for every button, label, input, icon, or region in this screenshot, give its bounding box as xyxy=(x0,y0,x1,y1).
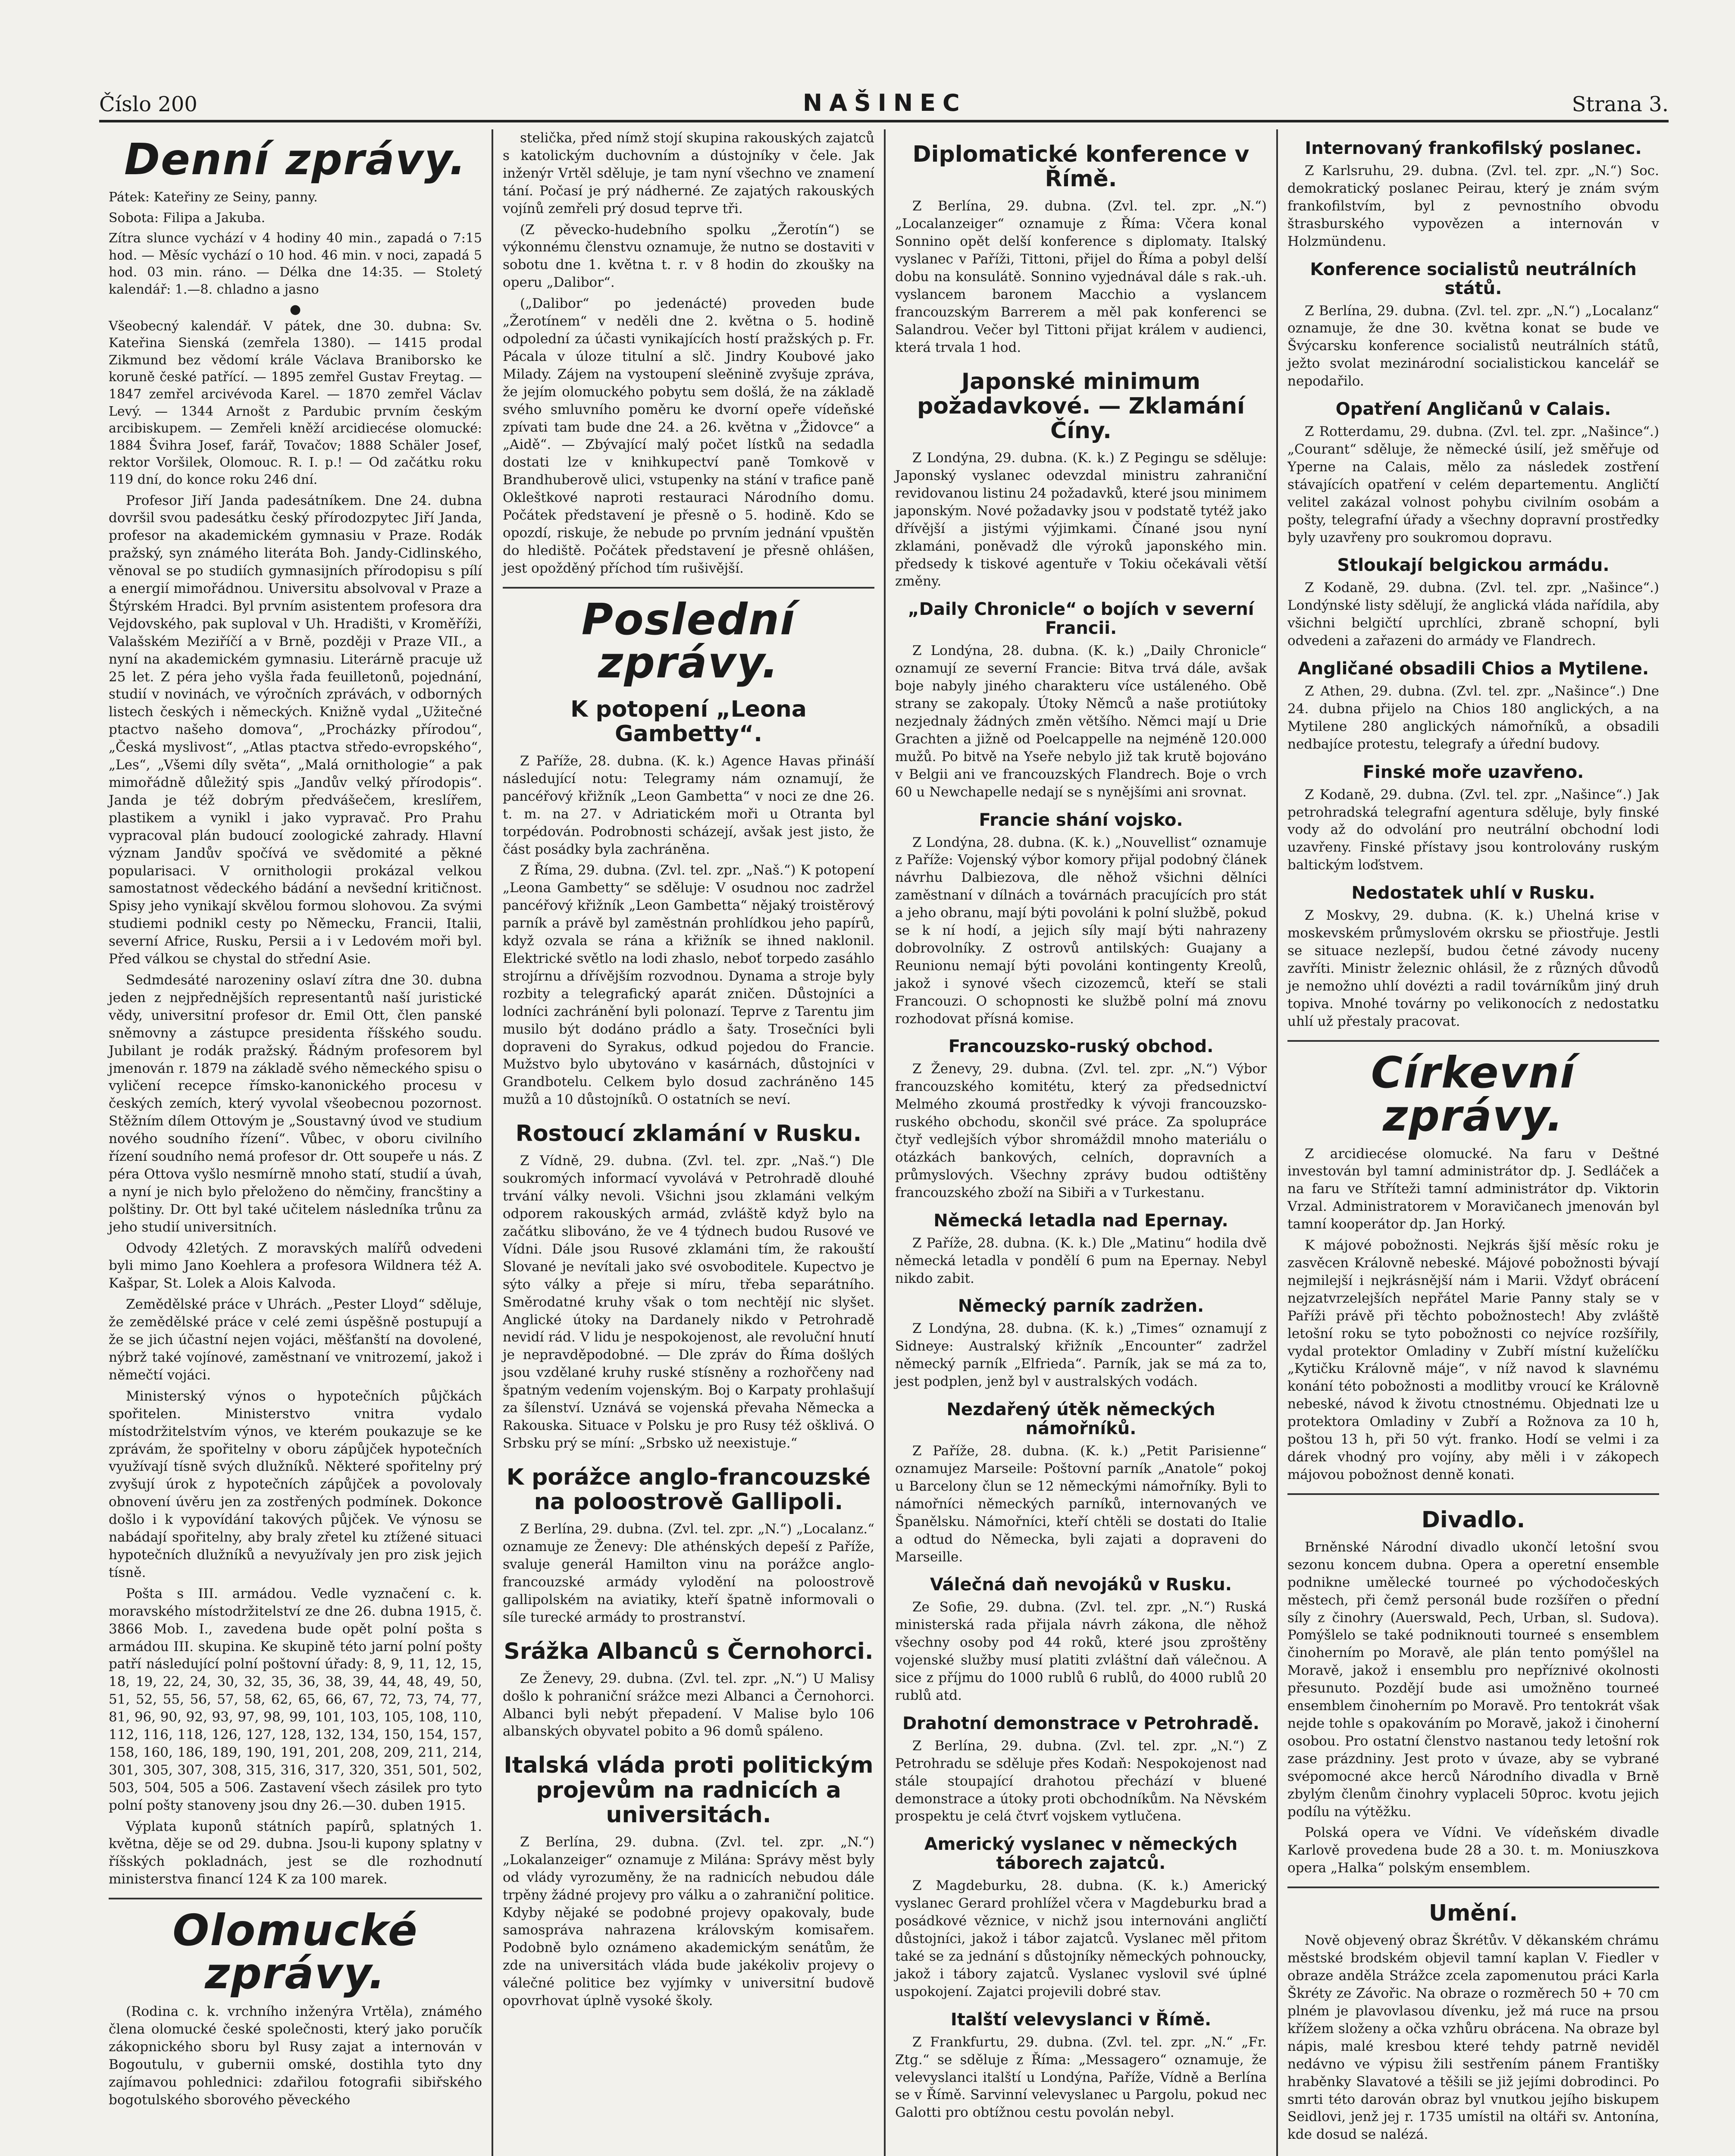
article-paragraph: („Dalibor“ po jedenácté) proveden bude „Žerotínem“ v neděli dne 2. května o 5. hodině odpolední za účasti vynikajících hostí pražských p. Fr. Pácala v úloze titulní a slč. Jindry Koubové jako Milady. Zájem na vystoupení sleěnině zvyšuje zpráva, že jejím olomuckého pobytu sem došlá, že na základě svého smluvního poměru ke dvorní opeře vídeňské zpívati tam bude dne 24. a 26. května v „Židovce“ a „Aidě“. — Zbývající malý počet lístků na sedadla dostati lze v knihkupectví paně Tomkově v Brandhuberově ulici, vstupenky na stání v trafice paně Okleštkové naproti restauraci Národního domu. Počátek představení je přesně o 5. hodině. Kdo se opozdí, riskuje, že nebude po prvním jednání vpuštěn do hlediště. Počátek představení je přesně ohlášen, jest opožděný příchod tím rušivější. xyxy=(503,296,874,576)
article-headline: K potopení „Leona Gambetty“. xyxy=(570,696,807,747)
divider xyxy=(109,1898,482,1899)
columns xyxy=(99,129,1669,2156)
calendar-line: Sobota: Filipa a Jakuba. xyxy=(109,210,266,226)
section-banner-latest-news: Poslední zprávy. xyxy=(581,594,796,688)
calendar-line: Pátek: Kateřiny ze Seiny, panny. xyxy=(109,190,318,205)
article-paragraph: Z Berlína, 29. dubna. (Zvl. tel. zpr. „N.“) „Lokalanzeiger“ oznamuje z Milána: Správy měst byly od vlády vyrozuměny, že na radnicích nebudou dále trpěny žádné projevy pro válku a o zahraniční politice. Kdyby nějaké se podobné projevy opakovaly, bude samospráva nahrazena královským komisařem. Podobně bylo oznámeno akademickým senátům, že zde na universitách vláda bude jakékoliv projevy o válečné politice bez vyjímky v universitní budově opovrhovat úplně vysoké školy. xyxy=(503,1834,874,2009)
article-headline: Francouzsko-ruský obchod. xyxy=(948,1037,1214,1057)
article-paragraph: Z Vídně, 29. dubna. (Zvl. tel. zpr. „Naš.“) Dle soukromých informací vyvolává v Petrohradě dlouhé trvání války nevoli. Všichni jsou zklamáni velkým odporem rakouských armád, zvláště když bylo na začátku slibováno, že ve 4 týdnech budou Rusové ve Vídni. Dále jsou Rusové zklamáni tím, že rakouští Slované je nevítali jako své osvoboditele. Kupectvo je sýto války a přeje si míru, třeba separátního. Směrodatné kruhy však o tom nechtějí nic slyšet. Anglické útoky na Dardanely nikdo v Petrohradě nevidí rád. V lidu je nespokojenost, ale revoluční hnutí je nepravděpodobné. — Dle zpráv do Říma došlých jsou vzdělané kruhy ruské stísněny a rozhořčeny nad špatným vedením vojenským. Boj o Karpaty prohlašují za šílenství. Uznává se vojenská převaha Německa a Rakouska. Situace v Polsku je pro Rusy též ošklivá. O Srbsku prý se míní: „Srbsko už neexistuje.“ xyxy=(503,1153,874,1451)
article-headline: Japonské minimum požadavkové. — Zklamání Číny. xyxy=(917,368,1245,444)
separator-dot: ● xyxy=(289,301,301,317)
article-paragraph: Z Říma, 29. dubna. (Zvl. tel. zpr. „Naš.“) K potopení „Leona Gambetty“ se sděluje: V osudnou noc zadržel pancéřový křižník „Leon Gambetta“ nějaký troistěrový parník a právě byl zaměstnán prohlídkou jeho papírů, když ozvala se rána a křižník se ihned naklonil. Elektrické světlo na lodi zhaslo, neboť torpedo zasáhlo strojírnu a dřívějším rozvodnou. Dynama a stroje byly rozbity a telegrafický aparát zničen. Důstojníci a lodníci zachránění byli polonazí. Teprve z Tarentu jim musilo být dodáno prádlo a šaty. Trosečníci byli dopraveni do Syrakus, odkud pojedou do Francie. Mužstvo bylo ubytováno v kasárnách, důstojníci v Grandbotelu. Celkem bylo dosud zachráněno 145 mužů a 10 důstojníků. O ostatních se neví. xyxy=(503,862,874,1108)
article-headline: Americký vyslanec v německých táborech zajatců. xyxy=(924,1834,1238,1874)
column-3 xyxy=(884,129,1276,2156)
article-headline: Rostoucí zklamání v Rusku. xyxy=(515,1121,862,1147)
divider xyxy=(1287,1887,1659,1888)
article-paragraph: Z Ženevy, 29. dubna. (Zvl. tel. zpr. „N.“) Výbor francouzského komitétu, který za předsednictví Melmého zkoumá prostředky k vývoji francouzsko-ruského obchodu, skončil své práce. Za spolupráce čtyř vedlejších výbor shromáždil mnoho materiálu o otázkách bankových, celních, dopravních a průmyslových. Všechny zprávy budou odtištěny francouzského zboží na Sibiři a v Turkestanu. xyxy=(895,1061,1267,1200)
section-banner-olomouc: Olomucké zprávy. xyxy=(172,1905,418,1999)
article-paragraph: Odvody 42letých. Z moravských malířů odvedeni byli mimo Jano Koehlera a profesora Wildnera též A. Kašpar, St. Lolek a Alois Kalvoda. xyxy=(109,1240,482,1291)
article-paragraph: Z Kodaně, 29. dubna. (Zvl. tel. zpr. „Našince“.) Jak petrohradská telegrafní agentura sděluje, byly finské vody až do odvolání pro neutrální obchodní lodi uzavřeny. Finské přístavy jsou kontrolovány ruským baltickým loďstvem. xyxy=(1287,787,1659,873)
article-headline: „Daily Chronicle“ o bojích v severní Francii. xyxy=(908,599,1254,639)
article-paragraph: Z Londýna, 28. dubna. (K. k.) „Nouvellist“ oznamuje z Paříže: Vojenský výbor komory přijal podobný článek návrhu Dalbiezova, dle něhož všichni dělníci zaměstnaní v dílnách a továrnách pracujících pro stát a jeho obranu, mají býti povoláni k polní službě, pokud se k ní hodí, a jejich síly mají býti nahrazeny dobrovolníky. Z ostrovů antilských: Guajany a Reunionu nemají býti povoláni kontingenty Kreolů, jakož i synové všech cizozemců, kteří se stali Francouzi. O schopnosti ke službě polní má znovu rozhodovat přísná komise. xyxy=(895,834,1267,1027)
article-headline: Německý parník zadržen. xyxy=(958,1296,1204,1316)
article-paragraph: Z Magdeburku, 28. dubna. (K. k.) Americký vyslanec Gerard prohlížel včera v Magdeburku brad a posádkové věznice, v nichž jsou internováni angličtí důstojníci, jakož i tábor zajatců. Vyslanec měl přitom také se za jednání s důstojníky německých pohnoucky, jakož i tábory zajatců. Vyslanec vyslovil své úplné uspokojení. Zajatci projevili dobré stav. xyxy=(895,1878,1267,1999)
article-paragraph: Výplata kuponů státních papírů, splatných 1. května, děje se od 29. dubna. Jsou-li kupony splatny v říšských pokladnách, jest se dle rozhodnutí ministerstva financí 124 K za 100 marek. xyxy=(109,1818,482,1887)
article-paragraph: (Z pěvecko-hudebního spolku „Žerotín“) se výkonnému členstvu oznamuje, že nutno se dostaviti v sobotu dne 1. května t. r. v 8 hodin do zkoušky na operu „Dalibor“. xyxy=(503,222,874,291)
article-headline: Italští velevyslanci v Římě. xyxy=(950,2009,1212,2030)
article-paragraph: stelička, před nímž stojí skupina rakouských zajatců s katolickým duchovním a dústojníky v čele. Jak inženýr Vrtěl sděluje, je tam nyní všechno ve znamení tání. Počasí je prý nádherné. Ze zajatých rakouských vojínů zemřeli prý dosud teprve tři. xyxy=(503,130,874,216)
article-headline: Nezdařený útěk německých námořníků. xyxy=(946,1400,1215,1439)
article-paragraph: (Rodina c. k. vrchního inženýra Vrtěla), známého člena olomucké české společnosti, který jako poručík zákopnického sboru byl Rusy zajat a internován v Bogoutulu, v gubernii omské, dostihla tyto dny zajímavou pohlednici: zdařilou fotografii sibiřského bogotulského sborového pěveckého xyxy=(109,2004,482,2108)
article-paragraph: K májové pobožnosti. Nejkrás šjší měsíc roku je zasvěcen Královně nebeské. Májové pobožnosti bývají nejmilejší i nejkrásnější nám i Marii. Vždyť obrácení nejzatvrzelejších nepřátel Marie Panny staly se v Paříži právě při těchto pobožnostech! Aby zvláště letošní roku se tyto pobožnosti co nejvíce rozšířily, vydal protektor Omladiny v Zubří místní kuželíčku „Kytičku Královně máje“, v níž navod k slavnému konání této pobožnosti a modlitby vroucí ke Královně nebeské, návod k životu ctnostnému. Objednati lze u protektora Omladiny v Zubří a Rožnova za 10 h, poštou 13 h, při 50 výt. franko. Hodí se velmi i za dárek vhodný pro vojíny, aby měli i v zákopech májovou pobožnost denně konati. xyxy=(1287,1238,1659,1482)
article-paragraph: Zemědělské práce v Uhrách. „Pester Lloyd“ sděluje, že zemědělské práce v celé zemi úspěšně postupují a že se jich účastní nejen vojáci, měšťanští na dovolené, nýbrž také vojínové, zaměstnaní ve vnitrozemí, jakož i němečtí vojáci. xyxy=(109,1297,482,1383)
article-headline: Diplomatické konference v Římě. xyxy=(912,141,1250,192)
article-headline: Francie shání vojsko. xyxy=(979,810,1183,830)
article-headline: Finské moře uzavřeno. xyxy=(1362,762,1584,782)
article-paragraph: Z Berlína, 29. dubna. (Zvl. tel. zpr. „N.“) Z Petrohradu se sděluje přes Kodaň: Nespokojenost nad stále stoupající drahotou přechází v bluené demonstrace a útoky proti obchodníkům. Na Něvském prospektu je celá čtvrť vojskem vytlučena. xyxy=(895,1738,1267,1824)
article-headline: Německá letadla nad Epernay. xyxy=(933,1210,1228,1231)
article-paragraph: Brněnské Národní divadlo ukončí letošní svou sezonu koncem dubna. Opera a operetní ensemble podnikne umělecké tourneé po východočeských městech, při čemž personál bude rozšířen o přední síly z činohry (Auerswald, Pech, Urban, sl. Sudova). Pomýšlelo se také podniknouti tourneé s ensemblem činoherním po Moravě, ale plán tento pomýšlel na Moravě, jakož i ensemblu pro nepříznivé okolnosti přesunuto. Pozdějí bude asi umožněno tourneé ensemblem činoherním po Moravě. Pro tentokrát však nejde tohle s opakováním po Moravě, jakož i činoherní osobou. Pro ostatní členstvo nastanou tedy letošní rok zase prázdniny. Jest proto v úvaze, aby se vybrané svépomocné akce herců Národního divadla v Brně zbylým členům činohry vyplaceli 50proc. kvotu jejich podílu na výtěžku. xyxy=(1287,1539,1659,1820)
calendar-line: Zítra slunce vychází v 4 hodiny 40 min., zapadá o 7:15 hod. — Měsíc vychází o 10 hod. 46 min. v noci, zapadá 5 hod. 03 min. ráno. — Délka dne 14:35. — Stoletý kalendář: 1.—8. chladno a jasno xyxy=(109,231,482,297)
article-paragraph: Z Paříže, 28. dubna. (K. k.) Agence Havas přináší následující notu: Telegramy nám oznamují, že pancéřový křižník „Leon Gambetta“ v noci ze dne 26. t. m. na 27. v Adriatickém moři u Otranta byl torpédován. Podrobnosti scházejí, avšak jest jisto, že část posádky byla zachráněna. xyxy=(503,753,874,857)
article-paragraph: Z Londýna, 28. dubna. (K. k.) „Times“ oznamují z Sidneye: Australský křižník „Encounter“ zadržel německý parník „Elfrieda“. Parník, jak se má za to, jest podplen, jenž byl v australských vodách. xyxy=(895,1321,1267,1390)
article-paragraph: Z Paříže, 28. dubna. (K. k.) „Petit Parisienne“ oznamujez Marseile: Poštovní parník „Anatole“ pokoj u Barcelony člun se 12 německými námořníky. Byli to námořníci německých parníků, internovaných ve Španělsku. Námořníci, kteří chtěli se dostati do Italie a odtud do Německa, byli zajati a dopraveni do Marseille. xyxy=(895,1443,1267,1565)
article-paragraph: Z Karlsruhu, 29. dubna. (Zvl. tel. zpr. „N.“) Soc. demokratický poslanec Peirau, který je znám svým frankofilstvím, byl z pevnostního obvodu štrasburského vypovězen a internován v Holzmündenu. xyxy=(1287,163,1659,249)
article-headline: Angličané obsadili Chios a Mytilene. xyxy=(1297,659,1649,679)
article-headline: Opatření Angličanů v Calais. xyxy=(1335,399,1611,420)
article-paragraph: Z Berlína, 29. dubna. (Zvl. tel. zpr. „N.“) „Localanz.“ oznamuje ze Ženevy: Dle athénských depeší z Paříže, svaluje generál Hamilton vinu na porážce anglo-francouzské armády vylodění na poloostrově gallipolském na aviatiky, kteří špatně informovali o síle turecké armády to prostranství. xyxy=(503,1521,874,1625)
article-headline: Konference socialistů neutrálních států. xyxy=(1310,259,1637,298)
article-paragraph: Z arcidiecése olomucké. Na faru v Deštné investován byl tamní administrátor dp. J. Sedláček a na faru ve Stříteži tamní administrátor dp. Viktorin Vrzal. Administratorem v Moravičanech jmenován byl tamní kooperátor dp. Jan Horký. xyxy=(1287,1146,1659,1232)
article-paragraph: Z Rotterdamu, 29. dubna. (Zvl. tel. zpr. „Našince“.) „Courant“ sděluje, že německé úsilí, jež směřuje od Yperne na Calais, mělo za následek zostření stávajících opatření v celém departementu. Angličtí velitel zakázal volnost pohybu civilním osobám a pošty, telegrafní úřady a všechny dopravní prostředky byly uzavřeny pro soukromou dopravu. xyxy=(1287,424,1659,545)
article-paragraph: Z Londýna, 28. dubna. (K. k.) „Daily Chronicle“ oznamují ze severní Francie: Bitva trvá dále, avšak boje nabyly jiného charakteru více ustáleného. Obě strany se zakopaly. Útoky Němců a naše protiútoky nezjednaly žádných změn většího. Němci mají u Drie Grachten a jižně od Poelcappelle na nejméně 120.000 mužů. Po bitvě na Yseře nebylo již tak krutě bojováno v Belgii ani ve francouzských Flandrech. Boje o vrch 60 u Newchapelle nedají se s nynějšími ani srovnat. xyxy=(895,643,1267,800)
issue-number: Číslo 200 xyxy=(99,92,197,116)
page-header xyxy=(99,78,1669,122)
article-paragraph: Z Athen, 29. dubna. (Zvl. tel. zpr. „Našince“.) Dne 24. dubna přijelo na Chios 180 anglických, a na Mytilene 280 anglických námořníků, a obsadili nedbajíce protestu, telegrafy a úřední budovy. xyxy=(1287,683,1659,752)
article-headline: Nedostatek uhlí v Rusku. xyxy=(1351,883,1595,903)
article-headline: K porážce anglo-francouzské na poloostrově Gallipoli. xyxy=(506,1464,871,1515)
article-headline: Drahotní demonstrace v Petrohradě. xyxy=(902,1713,1259,1733)
article-headline: Válečná daň nevojáků v Rusku. xyxy=(930,1575,1232,1595)
article-headline: Srážka Albanců s Černohorci. xyxy=(504,1638,874,1664)
article-paragraph: Nově objevený obraz Škrétův. V děkanském chrámu městské brodském objevil tamní kaplan V. Fiedler v obraze anděla Strážce zcela zapomenutou práci Karla Škréty ze Závořic. Na obraze o rozměrech 50 + 70 cm plném je plavovlasou dívenku, jež má ruce na prsou křížem složeny a očka vzhůru obrácena. Na obraze byl nápis, malé kresbou které tehdy patrně neviděl nedávno ve výpisu žili sestřením pánem Františky hraběnky Slavatové a těšili se již jejími dobrodinci. Po smrti této darován obraz byl vnutkou jejího biskupem Seidlovi, jenž jej r. 1735 umístil na oltáři sv. Antonína, kde dosud se nalézá. xyxy=(1287,1933,1659,2143)
article-headline: Stloukají belgickou armádu. xyxy=(1337,555,1610,576)
section-banner-church: Církevní zprávy. xyxy=(1371,1047,1576,1141)
masthead: NAŠINEC xyxy=(802,89,967,116)
article-headline: Italská vláda proti politickým projevům na radnicích a universitách. xyxy=(504,1752,874,1828)
article-paragraph: Ze Sofie, 29. dubna. (Zvl. tel. zpr. „N.“) Ruská ministerská rada přijala návrh zákona, dle něhož všechny osoby pod 44 roků, které jsou zproštěny vojenské služby musí platiti zvláštní daň válečnou. A sice z příjmu do 1000 rublů 6 rublů, do 4000 rublů 20 rublů atd. xyxy=(895,1599,1267,1703)
article-paragraph: Z Frankfurtu, 29. dubna. (Zvl. tel. zpr. „N.“ „Fr. Ztg.“ se sděluje z Říma: „Messagero“ oznamuje, že velevyslanci italští u Londýna, Paříže, Vídně a Berlína se v Římě. Sarvinní velevyslanec u Pargolu, pokud nec Galotti pro obtížnou cestu povolán nebyl. xyxy=(895,2034,1267,2121)
divider xyxy=(1287,1040,1659,1042)
article-paragraph: Sedmdesáté narozeniny oslaví zítra dne 30. dubna jeden z nejpřednějších representantů naší juristické vědy, universitní profesor dr. Emil Ott, člen panské sněmovny a zástupce presidenta říšského soudu. Jubilant je rodák pražský. Řádným profesorem byl jmenován r. 1879 na základě svého německého spisu o vyličení recepce římsko-kanonického procesu v českých zemích, který vyvolal všeobecnou pozornost. Stěžním dílem Ottovým je „Soustavný úvod ve studium nového soudního řízení“. Vůbec, v oboru civilního řízení soudního nemá profesor dr. Ott soupeře u nás. Z péra Ottova vyšlo nesmírně mnoho statí, studií a úvah, a nyní je nich bylo přeloženo do němčiny, francštiny a polštiny. Dr. Ott byl také učitelem následníka trůnu za jeho studií universitních. xyxy=(109,972,482,1235)
divider xyxy=(503,587,874,589)
column-1 xyxy=(99,129,492,2156)
article-paragraph: Ministerský výnos o hypotečních půjčkách spořitelen. Ministerstvo vnitra vydalo místodržitelstvím výnos, ve kterém poukazuje se ke zprávám, že spořitelny v oboru zápůjček hypotečních využívají tísně svých dlužníků. Některé spořitelny prý zvyšují úrok z hypotečních zápůjček a povolovaly obnovení úvěru jen za zostřených podmínek. Dokonce došlo i k vypovídání takových půjček. Ve výnosu se nabádají spořitelny, aby braly zřetel ku ztížené situaci hypotečních dlužníků a nevyužívaly jen pro zisk jejich tísně. xyxy=(109,1388,482,1580)
section-banner-theatre: Divadlo. xyxy=(1421,1507,1525,1533)
article-paragraph: Polská opera ve Vídni. Ve vídeňském divadle Karlově provedena bude 28 a 30. t. m. Moniuszkova opera „Halka“ polským ensemblem. xyxy=(1287,1825,1659,1876)
column-4 xyxy=(1276,129,1669,2156)
article-paragraph: Z Kodaně, 29. dubna. (Zvl. tel. zpr. „Našince“.) Londýnské listy sdělují, že anglická vláda nařídila, aby všichni belgičtí uprchlíci, zbraně schopní, byli odvedeni a zařazeni do armády ve Flandrech. xyxy=(1287,580,1659,649)
article-headline: Internovaný frankofilský poslanec. xyxy=(1305,138,1642,158)
article-paragraph: Z Londýna, 29. dubna. (K. k.) Z Pegingu se sděluje: Japonský vyslanec odevzdal ministru zahraniční revidovanou listinu 24 požadavků, které jsou minimem japonským. Nové požadavky jsou v podstatě tytéž jako dřívější a jistými výjimkami. Čínané jsou nyní zklamáni, poněvadž dle výroků japonského min. předsedy k tiskové agentuře v Tokiu očekávali větší změny. xyxy=(895,450,1267,589)
article-paragraph: Z Berlína, 29. dubna. (Zvl. tel. zpr. „N.“) „Localanzeiger“ oznamuje z Říma: Včera konal Sonnino opět delší konference s diplomaty. Italský vyslanec v Paříži, Tittoni, přijel do Říma a pobyl delší dobu na konsulátě. Sonnino vyjednával dále s rak.-uh. vyslancem baronem Macchio a vyslancem francouzským Barrerem a měl pak konferenci se Salandrou. Večer byl Tittoni přijat králem v audienci, která trvala 1 hod. xyxy=(895,198,1267,355)
general-calendar: Všeobecný kalendář. V pátek, dne 30. dubna: Sv. Kateřina Sienská (zemřela 1380). — 1415 prodal Zikmund bez vědomí krále Václava Braniborsko ke koruně české patřící. — 1895 zemřel Gustav Freytag. — 1847 zemřel arcivévoda Karel. — 1870 zemřel Václav Levý. — 1344 Arnošt z Pardubic prvním českým arcibiskupem. — Zemřeli kněží arcidiecése olomucké: 1884 Švihra Josef, farář, Tovačov; 1888 Schäler Josef, rektor Voršilek, Olomouc. R. I. p.! — Od začátku roku 119 dní, do konce roku 246 dní. xyxy=(109,318,482,487)
article-paragraph: Z Moskvy, 29. dubna. (K. k.) Uhelná krise v moskevském průmyslovém okrsku se přiostřuje. Jestli se situace nezlepší, budou četné závody nuceny zavříti. Ministr železnic ohlásil, že z různých důvodů je nemožno uhlí dovézti a radil továrníkům jiný druh topiva. Mnohé továrny po velikonocích z nedostatku uhlí už přestaly pracovat. xyxy=(1287,908,1659,1029)
article-paragraph: Z Berlína, 29. dubna. (Zvl. tel. zpr. „N.“) „Localanz“ oznamuje, že dne 30. května konat se bude ve Švýcarsku konference socialistů neutrálních států, ježto svolat mezinárodní socialistickou kancelář se nepodařilo. xyxy=(1287,303,1659,389)
article-paragraph: Pošta s III. armádou. Vedle vyznačení c. k. moravského místodržitelství ze dne 26. dubna 1915, č. 3866 Mob. I., zavedena bude opět polní pošta s armádou III. skupina. Ke skupině této jarní polní pošty patří následující polní poštovní úřady: 8, 9, 11, 12, 15, 18, 19, 22, 24, 30, 32, 35, 36, 38, 39, 44, 48, 49, 50, 51, 52, 55, 56, 57, 58, 62, 65, 66, 67, 72, 73, 74, 77, 81, 96, 90, 92, 93, 97, 98, 99, 101, 103, 105, 108, 110, 112, 116, 118, 126, 127, 128, 132, 134, 150, 154, 157, 158, 160, 186, 189, 190, 191, 201, 208, 209, 211, 214, 301, 305, 307, 308, 315, 316, 317, 320, 351, 501, 502, 503, 504, 505 a 506. Zastavení všech zásilek pro tyto polní pošty stanoveny jsou dny 26.—30. duben 1915. xyxy=(109,1586,482,1813)
column-2 xyxy=(492,129,884,2156)
article-paragraph: Profesor Jiří Janda padesátníkem. Dne 24. dubna dovršil svou padesátku český přírodozpytec Jiří Janda, profesor na akademickém gymnasiu v Praze. Rodák pražský, syn známého literáta Boh. Jandy-Cidlinského, věnoval se po studiích gymnasijních přírodopisu s pílí a energií mimořádnou. Universitu absolvoval v Praze a Štýrském Hradci. Byl prvním asistentem profesora dra Vejdovského, pak suploval v Uh. Hradišti, v Kroměříži, Valašském Meziříčí a v Brně, později v Praze VII., a nyní na akademickém gymnasiu. Literárně pracuje už 25 let. Z péra jeho vyšla řada feuilletonů, pojednání, studií v novinách, ve výročních zprávách, v odborných listech českých i německých. Knižně vydal „Užitečné ptactvo našeho domova“, „Procházky přírodou“, „Česká myslivost“, „Atlas ptactva středo-evropského“, „Les“, „Všemi díly světa“, „Malá ornithologie“ a pak mimořádně důležitý spis „Jandův velký přírodopis“. Janda je též dobrým předvášečem, kreslířem, plastikem a vynikl i jako vypravač. Pro Prahu vypracoval plán budoucí zoologické zahrady. Hlavní význam Jandův spočívá ve svědomité a pěkné popularisaci. V ornithologii prokázal velkou samostatnost vědeckého bádání a nevšední kritičnost. Spisy jeho vynikají skvělou formou slohovou. Za svými studiemi podnikl cesty po Německu, Francii, Italii, severní Africe, Rusku, Persii a i v Ledovém moři byl. Před válkou se chystal do střední Asie. xyxy=(109,492,482,967)
section-banner-art: Umění. xyxy=(1428,1900,1518,1927)
page-number: Strana 3. xyxy=(1572,92,1669,116)
divider xyxy=(1287,1493,1659,1495)
section-banner-daily-news: Denní zprávy. xyxy=(124,134,467,185)
article-paragraph: Ze Ženevy, 29. dubna. (Zvl. tel. zpr. „N.“) U Malisy došlo k pohraniční srážce mezi Albanci a Černohorci. Albanci byli nebýt přepadení. V Malise bylo 106 albanských obyvatel pobito a 96 domů spáleno. xyxy=(503,1670,874,1739)
article-paragraph: Z Paříže, 28. dubna. (K. k.) Dle „Matinu“ hodila dvě německá letadla v pondělí 6 pum na Epernay. Nebyl nikdo zabit. xyxy=(895,1235,1267,1286)
